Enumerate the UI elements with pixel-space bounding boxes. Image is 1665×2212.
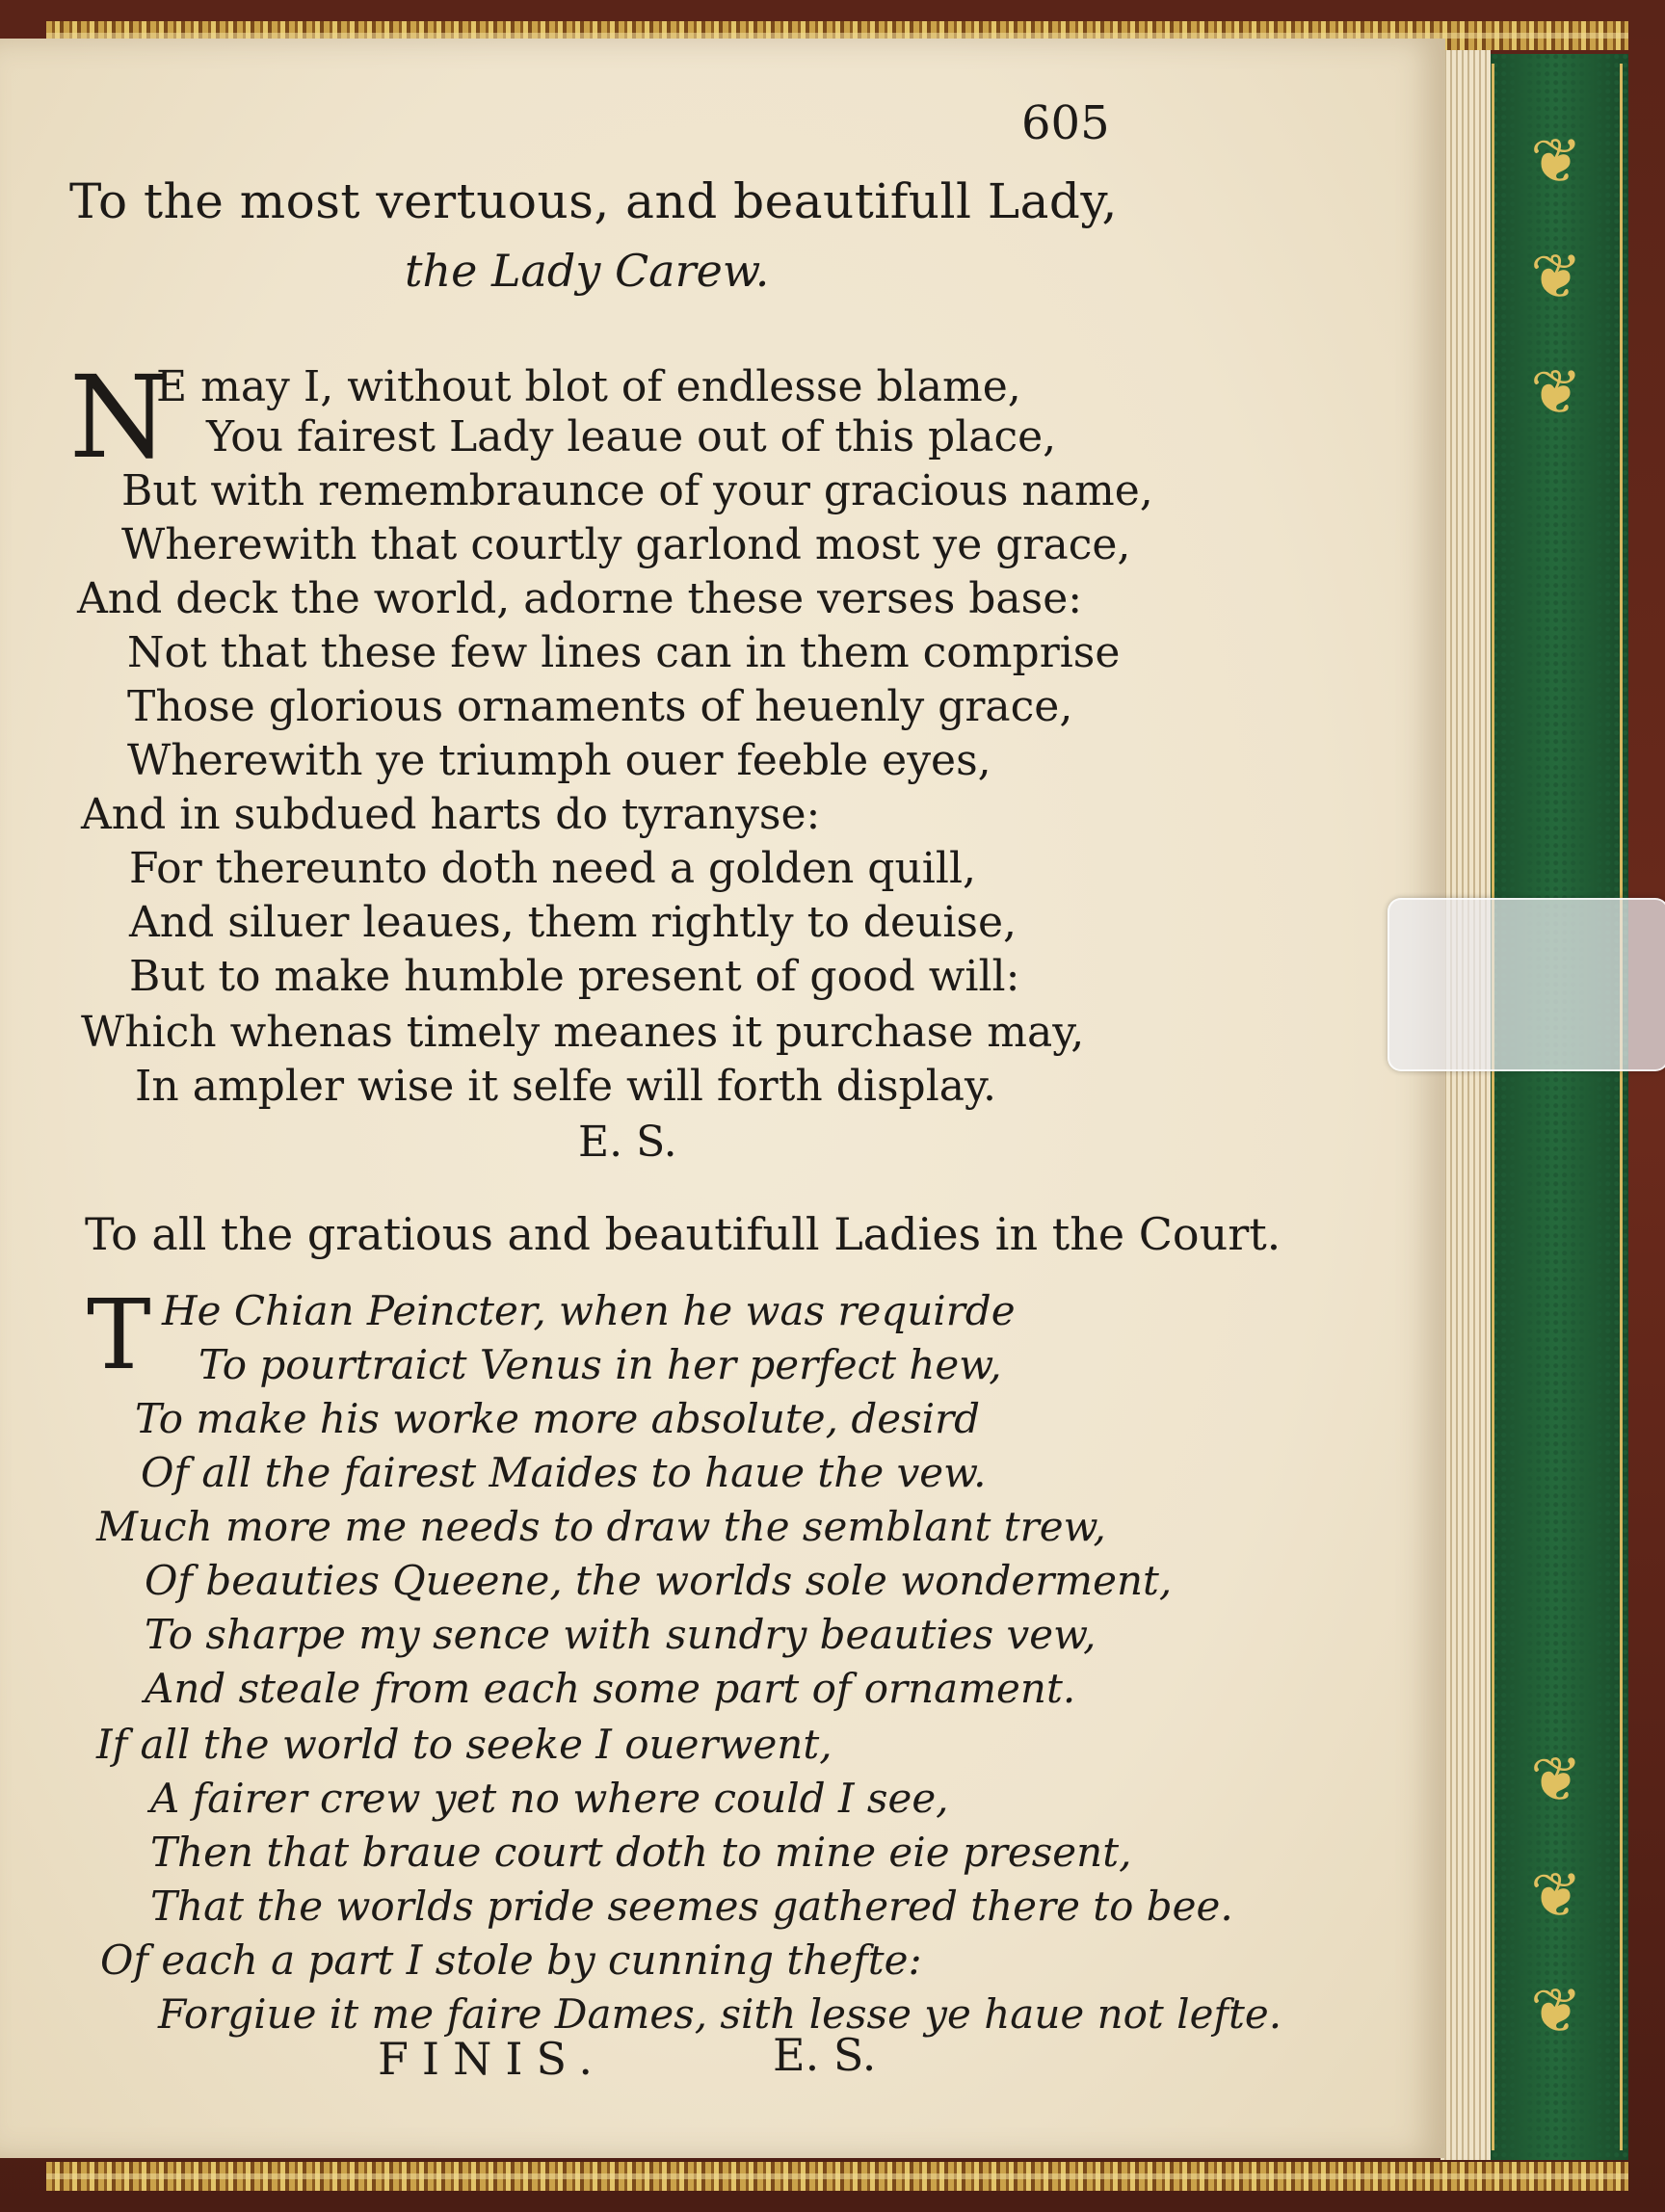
poem2-drop-cap: T [87, 1278, 151, 1391]
poem1-line: But with remembraunce of your gracious name, [121, 466, 1153, 515]
poem1-line: Wherewith that courtly garlond most ye grace, [121, 520, 1131, 569]
poem2-line: A fairer crew yet no where could I see, [150, 1775, 949, 1822]
poem2-line: Much more me needs to draw the semblant trew, [96, 1503, 1106, 1550]
poem1-signature: E. S. [578, 1118, 677, 1167]
poem1-line: Which whenas timely meanes it purchase may, [81, 1008, 1085, 1057]
poem2-line: That the worlds pride seemes gathered there to bee. [150, 1883, 1233, 1930]
poem2-signature: E. S. [773, 2029, 877, 2081]
poem1-line: And deck the world, adorne these verses base: [77, 574, 1083, 623]
poem2-line: To sharpe my sence with sundry beauties vew, [145, 1611, 1097, 1658]
poem1-line: Wherewith ye triumph ouer feeble eyes, [127, 736, 991, 785]
poem2-line: To make his worke more absolute, desird [135, 1395, 981, 1442]
gilt-ornament-icon: ❦ [1530, 357, 1582, 429]
poem1-title: To the most vertuous, and beautifull Lady, [69, 173, 1118, 229]
poem1-line: You fairest Lady leaue out of this place, [206, 412, 1057, 461]
page-edges [1440, 50, 1491, 2160]
gilt-ornament-icon: ❦ [1530, 1976, 1582, 2047]
poem1-line: In ampler wise it selfe will forth display. [135, 1062, 997, 1111]
poem1-line: Not that these few lines can in them comprise [127, 628, 1121, 677]
poem2-heading: To all the gratious and beautifull Ladies in the Court. [85, 1208, 1282, 1260]
poem2-line: He Chian Peincter, when he was requirde [162, 1287, 1016, 1334]
poem2-line: Of each a part I stole by cunning thefte: [100, 1936, 922, 1984]
poem2-line: Of all the fairest Maides to haue the vew. [141, 1449, 987, 1496]
page-marker-tab[interactable] [1388, 898, 1665, 1071]
poem2-line: Then that braue court doth to mine eie present, [150, 1829, 1132, 1876]
poem1-drop-cap: N [69, 351, 170, 484]
poem2-line: Of beauties Queene, the worlds sole wonderment, [145, 1557, 1173, 1604]
poem1-line: And in subdued harts do tyranyse: [81, 790, 821, 839]
poem1-title-subline: the Lady Carew. [405, 245, 770, 297]
poem1-line: E may I, without blot of endlesse blame, [156, 362, 1021, 411]
gilt-ornament-icon: ❦ [1530, 1860, 1582, 1932]
poem1-line: But to make humble present of good will: [129, 952, 1020, 1001]
gilt-ornament-icon: ❦ [1530, 126, 1582, 198]
finis-label: FINIS. [378, 2033, 607, 2085]
poem2-line: If all the world to seeke I ouerwent, [96, 1721, 832, 1768]
poem2-line: Forgiue it me faire Dames, sith lesse ye haue not lefte. [158, 1990, 1282, 2038]
poem1-line: Those glorious ornaments of heuenly grace, [127, 682, 1073, 731]
poem1-line: For thereunto doth need a golden quill, [129, 844, 977, 893]
gilt-ornament-icon: ❦ [1530, 1745, 1582, 1816]
green-leather-binding [1484, 54, 1628, 2160]
page-number: 605 [1021, 96, 1110, 150]
gilt-border-bottom [46, 2162, 1628, 2191]
poem1-line: And siluer leaues, them rightly to deuise, [129, 898, 1018, 947]
gilt-ornament-icon: ❦ [1530, 242, 1582, 313]
poem2-line: And steale from each some part of ornament. [145, 1665, 1076, 1712]
poem2-line: To pourtraict Venus in her perfect hew, [198, 1341, 1002, 1388]
